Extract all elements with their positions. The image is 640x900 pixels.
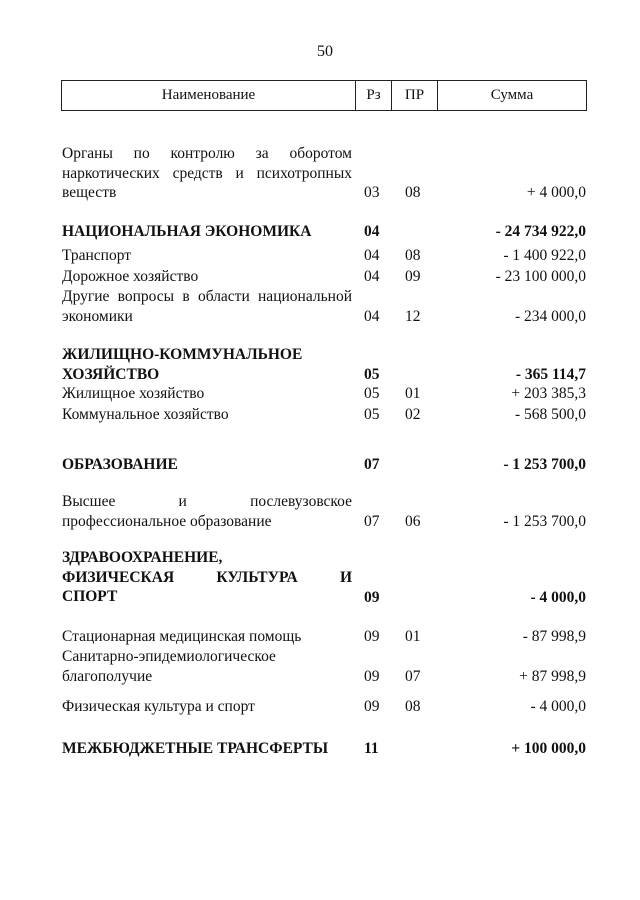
page-number: 50 xyxy=(317,43,333,60)
row-pr: 07 xyxy=(405,668,421,685)
header-name: Наименование xyxy=(62,81,356,110)
row-pr: 08 xyxy=(405,698,421,715)
row-pr: 08 xyxy=(405,184,421,201)
row-pr: 01 xyxy=(405,628,421,645)
row-name-line: МЕЖБЮДЖЕТНЫЕ ТРАНСФЕРТЫ xyxy=(62,740,329,757)
row-sum: - 234 000,0 xyxy=(514,308,586,325)
row-name-line: ЗДРАВООХРАНЕНИЕ, xyxy=(62,549,223,566)
row-name-line: Коммунальное хозяйство xyxy=(62,406,229,423)
header-sum: Сумма xyxy=(490,87,534,103)
table-header xyxy=(61,80,587,111)
row-name-line: ОБРАЗОВАНИЕ xyxy=(62,456,178,473)
row-rz: 04 xyxy=(364,308,380,325)
row-name-line: Транспорт xyxy=(62,247,132,264)
row-name-line: Санитарно-эпидемиологическое xyxy=(62,648,276,665)
row-sum: - 87 998,9 xyxy=(522,628,586,645)
row-pr: 09 xyxy=(405,268,421,285)
header-rz: Рз xyxy=(356,81,392,110)
row-sum: + 4 000,0 xyxy=(526,184,586,201)
row-name-line: Высшее и послевузовское xyxy=(62,493,352,510)
row-rz: 09 xyxy=(364,628,380,645)
row-sum: + 203 385,3 xyxy=(511,385,586,402)
row-rz: 07 xyxy=(364,456,380,473)
row-name-line: Физическая культура и спорт xyxy=(62,698,255,715)
row-name-line: Стационарная медицинская помощь xyxy=(62,628,302,645)
row-rz: 09 xyxy=(364,668,380,685)
row-name-line: Жилищное хозяйство xyxy=(62,385,205,402)
row-name-line: СПОРТ xyxy=(62,588,118,605)
row-rz: 05 xyxy=(364,366,380,383)
row-rz: 05 xyxy=(364,385,380,402)
row-name-line: ХОЗЯЙСТВО xyxy=(62,365,160,383)
row-sum: - 4 000,0 xyxy=(530,589,586,606)
row-name-line: Другие вопросы в области национальной xyxy=(62,288,352,305)
row-rz: 04 xyxy=(364,223,380,240)
row-name-line: веществ xyxy=(62,184,117,201)
row-pr: 06 xyxy=(405,513,421,530)
row-name-line: ФИЗИЧЕСКАЯ КУЛЬТУРА И xyxy=(62,568,352,586)
row-sum: - 1 253 700,0 xyxy=(503,456,586,473)
row-name-line: ЖИЛИЩНО-КОММУНАЛЬНОЕ xyxy=(62,346,303,363)
row-sum: - 24 734 922,0 xyxy=(495,223,586,240)
row-pr: 01 xyxy=(405,385,421,402)
row-sum: - 4 000,0 xyxy=(530,698,586,715)
row-name-line: НАЦИОНАЛЬНАЯ ЭКОНОМИКА xyxy=(62,223,312,240)
row-sum: - 365 114,7 xyxy=(515,366,586,383)
row-pr: 08 xyxy=(405,247,421,264)
row-name-line: Дорожное хозяйство xyxy=(62,268,199,285)
row-sum: - 1 253 700,0 xyxy=(503,513,586,530)
row-pr: 02 xyxy=(405,406,421,423)
row-sum: - 23 100 000,0 xyxy=(495,268,586,285)
row-sum: - 568 500,0 xyxy=(514,406,586,423)
row-sum: - 1 400 922,0 xyxy=(503,247,586,264)
header-pr: ПР xyxy=(392,81,438,110)
row-name-line: благополучие xyxy=(62,667,153,685)
row-rz: 09 xyxy=(364,698,380,715)
row-rz: 07 xyxy=(364,513,380,530)
row-rz: 09 xyxy=(364,589,380,606)
row-sum: + 100 000,0 xyxy=(511,740,586,757)
row-rz: 11 xyxy=(364,740,379,757)
row-name-line: профессиональное образование xyxy=(62,512,272,530)
row-name-line: экономики xyxy=(62,307,133,325)
row-pr: 12 xyxy=(405,308,421,325)
row-sum: + 87 998,9 xyxy=(519,668,586,685)
row-rz: 04 xyxy=(364,247,380,264)
row-rz: 05 xyxy=(364,406,380,423)
row-rz: 04 xyxy=(364,268,380,285)
row-name-line: наркотических средств и психотропных xyxy=(62,164,352,182)
row-rz: 03 xyxy=(364,184,380,201)
row-name-line: Органы по контролю за оборотом xyxy=(62,145,352,162)
